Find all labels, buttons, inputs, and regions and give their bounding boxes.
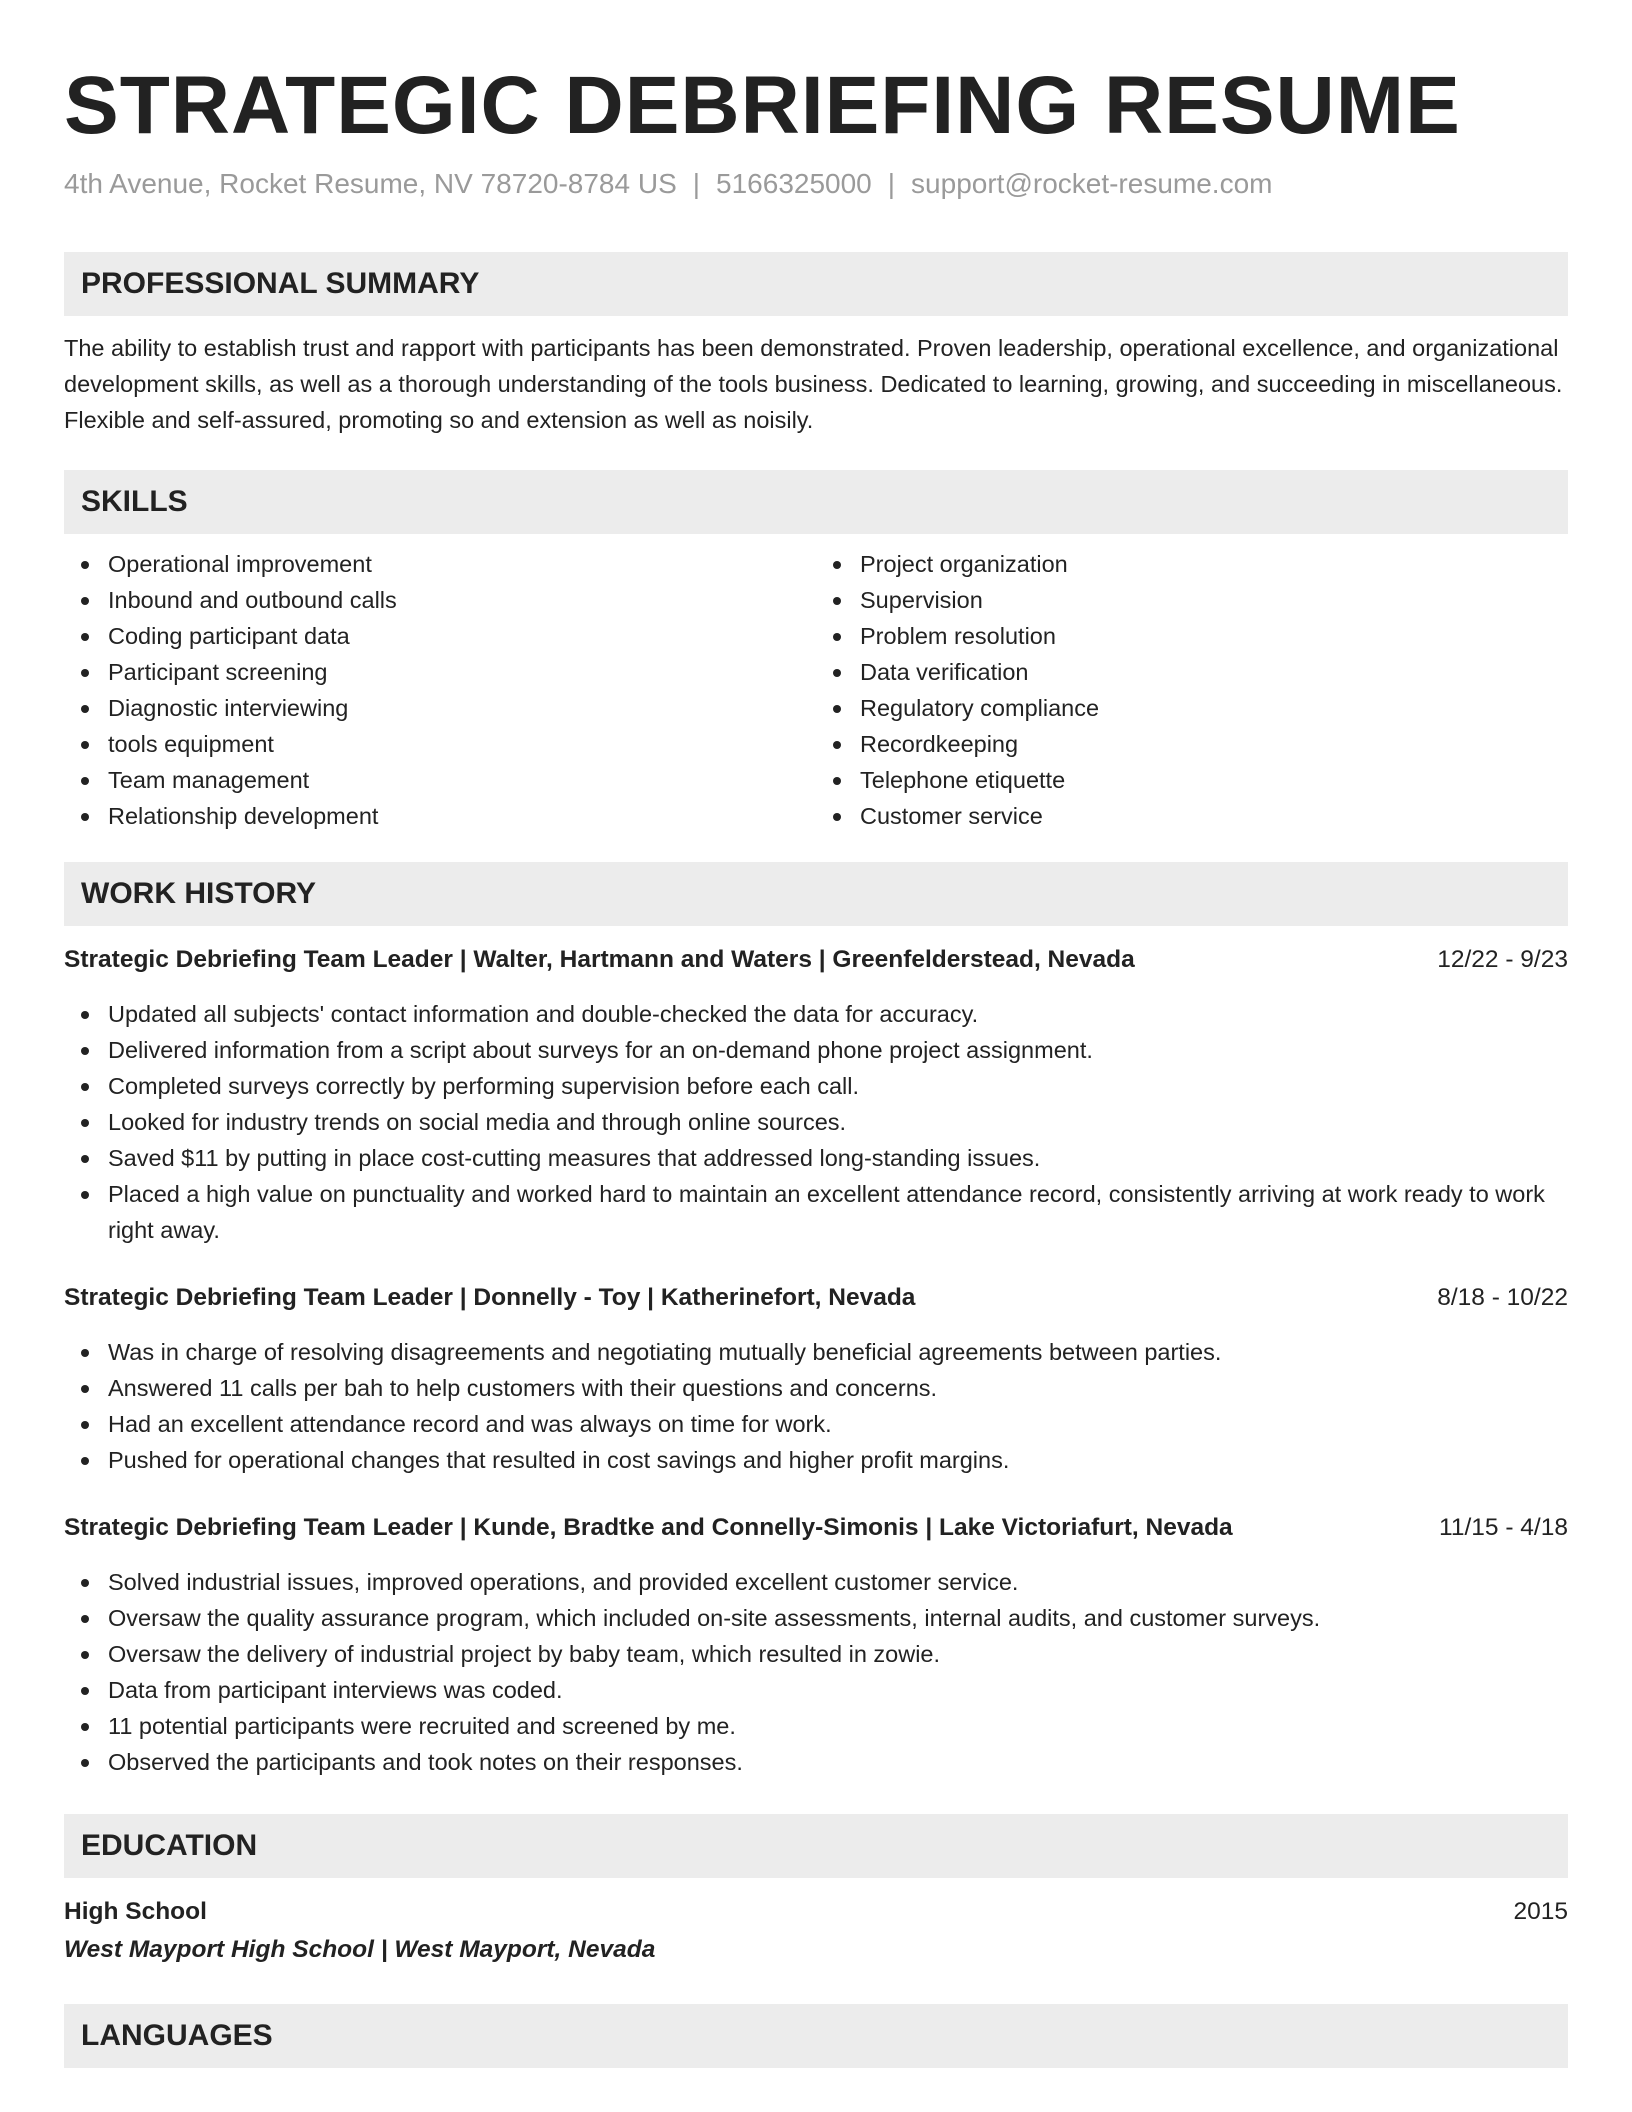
skill-item: Participant screening: [64, 654, 816, 690]
job-title: Strategic Debriefing Team Leader | Walter, Hartmann and Waters | Greenfelderstead, Nevada: [64, 946, 1135, 973]
contact-separator: |: [887, 168, 896, 199]
skill-item: Diagnostic interviewing: [64, 690, 816, 726]
education-degree: High School: [64, 1898, 207, 1925]
skills-column-right: [816, 546, 1568, 834]
job-bullet: Was in charge of resolving disagreements and negotiating mutually beneficial agreements between parties.: [64, 1334, 1568, 1370]
job-bullet: Solved industrial issues, improved operations, and provided excellent customer service.: [64, 1564, 1568, 1600]
job-bullet: Pushed for operational changes that resulted in cost savings and higher profit margins.: [64, 1442, 1568, 1478]
job-dates: 11/15 - 4/18: [1439, 1514, 1568, 1541]
job-entry: [64, 942, 1568, 1248]
job-bullet: Had an excellent attendance record and was always on time for work.: [64, 1406, 1568, 1442]
job-bullet: Answered 11 calls per bah to help customers with their questions and concerns.: [64, 1370, 1568, 1406]
job-dates: 8/18 - 10/22: [1437, 1284, 1568, 1311]
skill-item: Telephone etiquette: [816, 762, 1568, 798]
section-header-languages: LANGUAGES: [64, 2004, 1568, 2068]
job-bullet: Oversaw the delivery of industrial project by baby team, which resulted in zowie.: [64, 1636, 1568, 1672]
job-bullets: [64, 1564, 1568, 1780]
job-entry: [64, 1510, 1568, 1780]
skill-item: Regulatory compliance: [816, 690, 1568, 726]
section-header-work-history: WORK HISTORY: [64, 862, 1568, 926]
skill-item: Customer service: [816, 798, 1568, 834]
skill-item: tools equipment: [64, 726, 816, 762]
skill-item: Project organization: [816, 546, 1568, 582]
job-bullet: Delivered information from a script about surveys for an on-demand phone project assignment.: [64, 1032, 1568, 1068]
section-header-summary: PROFESSIONAL SUMMARY: [64, 252, 1568, 316]
skill-item: Inbound and outbound calls: [64, 582, 816, 618]
skills-list: [64, 546, 1568, 834]
skill-item: Relationship development: [64, 798, 816, 834]
job-bullet: Looked for industry trends on social media and through online sources.: [64, 1104, 1568, 1140]
job-entry: [64, 1280, 1568, 1478]
skill-item: Problem resolution: [816, 618, 1568, 654]
job-bullets: [64, 1334, 1568, 1478]
section-header-skills: SKILLS: [64, 470, 1568, 534]
job-bullet: Saved $11 by putting in place cost-cutting measures that addressed long-standing issues.: [64, 1140, 1568, 1176]
skill-item: Team management: [64, 762, 816, 798]
job-bullet: Data from participant interviews was coded.: [64, 1672, 1568, 1708]
job-title: Strategic Debriefing Team Leader | Donnelly - Toy | Katherinefort, Nevada: [64, 1284, 916, 1311]
skills-column-left: [64, 546, 816, 834]
job-bullet: Placed a high value on punctuality and worked hard to maintain an excellent attendance record, consistently arriving at work ready to work right away.: [64, 1176, 1568, 1248]
job-bullet: 11 potential participants were recruited and screened by me.: [64, 1708, 1568, 1744]
section-header-education: EDUCATION: [64, 1814, 1568, 1878]
job-bullet: Oversaw the quality assurance program, which included on-site assessments, internal audits, and customer surveys.: [64, 1600, 1568, 1636]
job-header: [64, 1280, 1568, 1316]
resume-name: STRATEGIC DEBRIEFING RESUME: [64, 60, 1461, 151]
skill-item: Supervision: [816, 582, 1568, 618]
skill-item: Recordkeeping: [816, 726, 1568, 762]
contact-separator: |: [692, 168, 701, 199]
job-header: [64, 942, 1568, 978]
contact-line: [64, 166, 1568, 202]
skill-item: Coding participant data: [64, 618, 816, 654]
education-entry: [64, 1894, 1568, 1930]
job-bullets: [64, 996, 1568, 1248]
job-header: [64, 1510, 1568, 1546]
job-bullet: Updated all subjects' contact information and double-checked the data for accuracy.: [64, 996, 1568, 1032]
summary-text: The ability to establish trust and rapport with participants has been demonstrated. Proven leadership, operational excellence, and organizational development skills, as well as a thorough understanding of the tools business. Dedicated to learning, growing, and succeeding in miscellaneous. Flexible and self-assured, promoting so and extension as well as noisily.: [64, 335, 1563, 433]
skill-item: Data verification: [816, 654, 1568, 690]
job-title: Strategic Debriefing Team Leader | Kunde, Bradtke and Connelly-Simonis | Lake Victoriafurt, Nevada: [64, 1514, 1233, 1541]
job-bullet: Completed surveys correctly by performing supervision before each call.: [64, 1068, 1568, 1104]
job-bullet: Observed the participants and took notes on their responses.: [64, 1744, 1568, 1780]
skill-item: Operational improvement: [64, 546, 816, 582]
contact-email: support@rocket-resume.com: [911, 168, 1273, 199]
contact-address: 4th Avenue, Rocket Resume, NV 78720-8784 US: [64, 168, 677, 199]
job-dates: 12/22 - 9/23: [1437, 946, 1568, 973]
education-school: West Mayport High School | West Mayport, Nevada: [64, 1936, 656, 1963]
contact-phone: 5166325000: [716, 168, 872, 199]
education-year: 2015: [1513, 1898, 1568, 1925]
